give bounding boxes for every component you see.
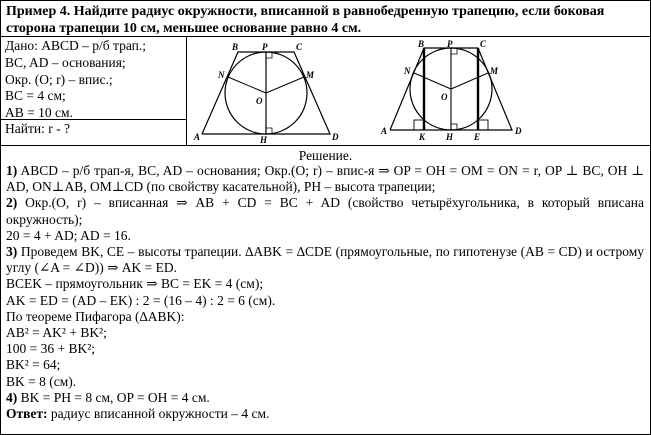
label-D: D [332, 132, 339, 142]
radius-OM [266, 77, 304, 93]
solution-line: По теореме Пифагора (∆ABK): [6, 308, 185, 324]
right-angle-K [414, 120, 424, 130]
label-A: A [194, 132, 201, 142]
solution-line: AK = ED = (AD – EK) : 2 = (16 – 4) : 2 = 6 (см). [6, 292, 276, 308]
label-C: C [296, 42, 303, 52]
label-P: P [262, 42, 268, 52]
solution-line: AB² = AK² + BK²; [6, 325, 107, 341]
step-text: Проведем BK, CE – высоты трапеции. ∆ABK = ∆CDE (прямоугольные, по гипотенузе (AB = CD) и острому углу (∠A = ∠D)) ⇒ AK = ED. [6, 244, 644, 276]
radius-ON [414, 73, 451, 89]
label-H: H [446, 132, 454, 142]
solution-step [6, 163, 644, 195]
step-text: Окр.(O, r) – вписанная ⇒ AB + CD = BC + AD (свойство четырёхугольника, в который вписана окружность); [6, 195, 644, 227]
radius-ON [228, 77, 266, 93]
solution-step [6, 195, 644, 227]
figure-trapezoid-1 [190, 40, 350, 144]
step-text: ABCD – р/б трап-я, BC, AD – основания; Окр.(O; r) – впис-я ⇒ OP = OH = OM = ON = r, OP ⊥ BC, OH ⊥ AD, ON⊥AB, OM⊥CD (по свойству касательной), PH – высота трапеции; [6, 163, 644, 195]
label-B: B [418, 40, 425, 49]
table-rule-solution [0, 145, 651, 146]
solution-line: 100 = 36 + BK²; [6, 341, 96, 357]
given-line: Окр. (O; r) – впис.; [5, 71, 113, 87]
given-line: Дано: ABCD – р/б трап.; [5, 38, 147, 53]
step-number: 2) [6, 195, 18, 211]
step-number: 1) [6, 163, 18, 178]
label-K: K [419, 132, 426, 142]
answer-text: радиус вписанной окружности – 4 см. [47, 406, 270, 422]
label-M: M [490, 66, 499, 76]
given-block [5, 38, 146, 122]
answer-label: Ответ: [6, 406, 48, 422]
label-M: M [306, 70, 315, 80]
label-E: E [474, 132, 481, 142]
given-line: AB = 10 см. [5, 105, 73, 121]
solution-line: BK = 8 (см). [6, 373, 77, 389]
step-number: 4) [6, 389, 18, 405]
right-angle-E [478, 120, 488, 130]
given-line: BC = 4 см; [5, 88, 66, 104]
table-border-top [0, 0, 651, 1]
label-B: B [232, 42, 239, 52]
figure-trapezoid-2 [378, 40, 538, 144]
label-H: H [260, 135, 268, 144]
table-border-left [0, 0, 1, 435]
find-line: Найти: r - ? [5, 121, 70, 136]
label-C: C [480, 40, 487, 49]
step-number: 3) [6, 244, 18, 260]
given-line: BC, AD – основания; [5, 54, 126, 70]
label-A: A [381, 126, 388, 136]
radius-OM [451, 73, 488, 89]
solution-line: 20 = 4 + AD; AD = 16. [6, 227, 131, 243]
step-text: BK = PH = 8 см, OP = OH = 4 см. [17, 389, 210, 405]
label-D: D [515, 126, 522, 136]
label-P: P [447, 40, 453, 49]
solution-body [6, 163, 644, 422]
solution-line: BCEK – прямоугольник ⇒ BC = EK = 4 (см); [6, 276, 264, 292]
label-O: O [256, 96, 263, 106]
solution-heading: Решение. [298, 148, 353, 163]
answer-line [6, 406, 644, 422]
solution-step [6, 390, 644, 406]
table-col-divider [186, 36, 187, 146]
label-N: N [404, 66, 411, 76]
solution-line: BK² = 64; [6, 357, 61, 373]
solution-step [6, 244, 644, 276]
problem-title: Пример 4. Найдите радиус окружности, вписанной в равнобедренную трапецию, если боковая сторона трапеции 10 см, меньшее основание равно 4 см. [6, 4, 605, 36]
label-O: O [441, 92, 448, 102]
label-N: N [218, 70, 225, 80]
